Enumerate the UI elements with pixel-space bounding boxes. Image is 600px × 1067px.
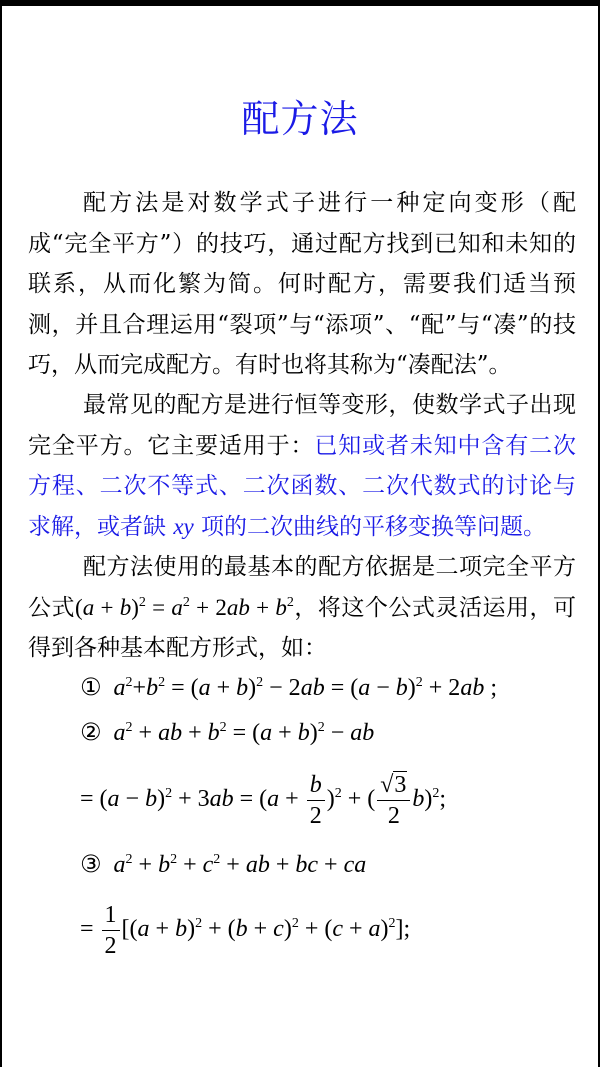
- basis-text-b: ，将这个公式灵活运用，可得到各种基本配方形式，如：: [28, 594, 576, 661]
- left-edge: [0, 0, 2, 1067]
- xy-term: xy: [173, 513, 194, 539]
- marker-2: ②: [80, 718, 102, 746]
- top-edge: [0, 0, 600, 6]
- basis-text-a: 配方法使用的最基本的配方依据是二项完全平方公式: [28, 554, 576, 621]
- paragraph-intro: 配方法是对数学式子进行一种定向变形（配成“完全平方”）的技巧，通过配方找到已知和未知的联系，从而化繁为简。何时配方，需要我们适当预测，并且合理运用“裂项”与“添项”、“配”与“凑”的技巧，从而完成配方。有时也将其称为“凑配法”。: [28, 190, 576, 378]
- basis-formula: $(a + b)^2 = a^2 + 2ab + b^2$: [75, 594, 294, 620]
- marker-3: ③: [80, 850, 102, 878]
- page-title: 配方法: [241, 97, 359, 141]
- usage-text: 最常见的配方是进行恒等变形，使数学式子出现完全平方。它主要适用于：: [28, 392, 576, 459]
- fraction-b-over-2: $\frac{b}{2}$: [307, 770, 325, 831]
- formula-3-continued: = $\frac{1}{2}$ $[(a + b)^2 + (b + c)^2 + (c + a)^2]$;: [80, 902, 411, 959]
- formula-1: ① $a^2+b^2 = (a + b)^2 - 2ab = (a - b)^2 + 2ab$ ;: [80, 673, 497, 701]
- fraction-sqrt3-over-2: $\frac{√3}{2}$: [377, 770, 410, 831]
- usage-highlight: 已知或者未知中含有二次方程、二次不等式、二次函数、二次代数式的讨论与求解，或者缺 xy 项的二次曲线的平移变换等问题。: [28, 432, 577, 540]
- paragraph-usage: [28, 385, 576, 547]
- formula-3: ③ $a^2 + b^2 + c^2$ + ab + bc + ca: [80, 850, 367, 878]
- paragraph-basis: [28, 547, 576, 669]
- formula-2: ② $a^2$ + ab + $b^2 = (a + b)^2$ − ab: [80, 718, 375, 746]
- fraction-one-half: $\frac{1}{2}$: [102, 900, 120, 961]
- formula-2-continued: = $(a - b)^2 + 3ab = (a$ + $\frac{b}{2}$ )$^2$ + ( $\frac{√3}{2}$ b)$^2$;: [80, 772, 447, 829]
- marker-1: ①: [80, 673, 102, 701]
